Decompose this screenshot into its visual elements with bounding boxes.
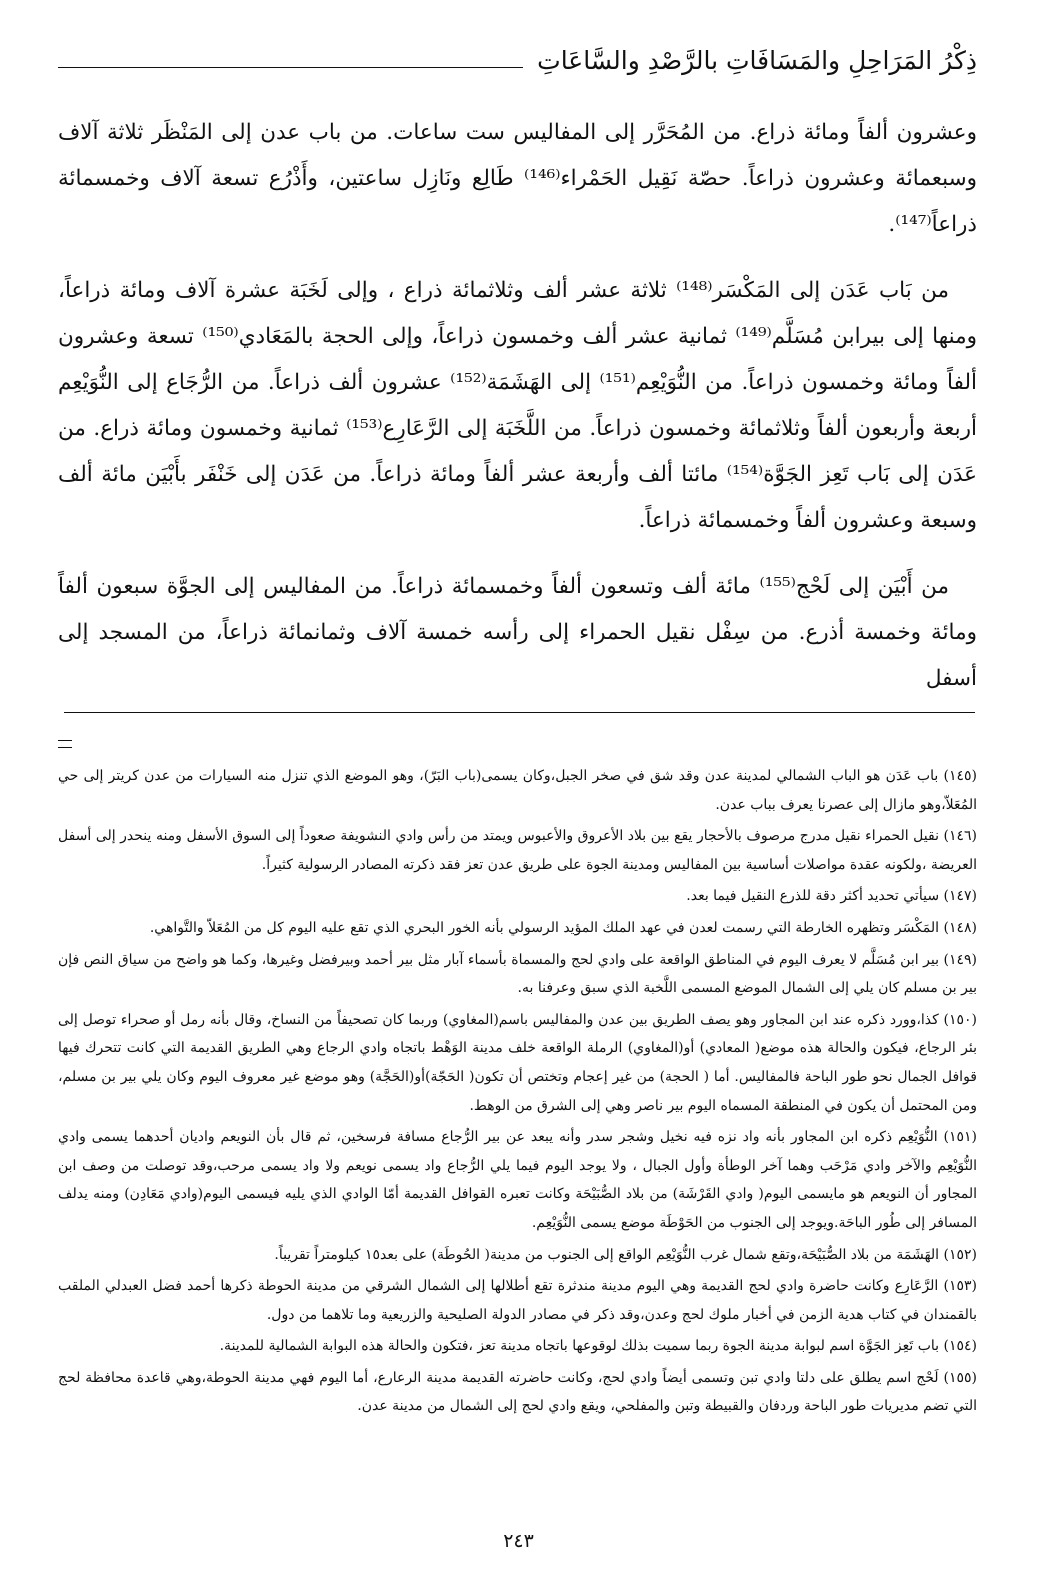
- footnote: (١٤٩) بير ابن مُسَلَّم لا يعرف اليوم في المناطق الواقعة على وادي لحج والمسماة بأسماء آبار مثل بير أحمد وبيرفضل وغيرها، وكما هو واضح من سياق النص فإن بير بن مسلم كان يلي إلى الشمال الموضع المسمى اللَّخبة الذي سبق وعرفنا به.: [58, 951, 977, 997]
- footnote: (١٥٠) كذا،وورد ذكره عند ابن المجاور وهو يصف الطريق بين عدن والمفاليس باسم(المغاوي) وربما كان تصحيفاً من النساخ، وقال بأنه رمل أو صحراء توصل إلى بئر الرجاع، فيكون والحالة هذه موضع( المعادي) أو(المغاوي) الرملة الواقعة خلف مدينة الوَهْط باتجاه وادي الرجاع وهي الطريق القديمة التي كانت تتحرك فيها قوافل الجمال نحو طور الباحة فالمفاليس. أما ( الحجة) من غير إعجام وتختص أن تكون( الحَجّة)أو(الحَجَّة) وهو موضع غير معروف اليوم وكان يلي بير بن مسلم، ومن المحتمل أن يكون في المنطقة المسماه اليوم بير ناصر وهي إلى الشرق من الوهط.: [58, 1011, 977, 1114]
- page-number: ٢٤٣: [503, 1530, 534, 1552]
- main-text: [58, 110, 977, 722]
- footnote: (١٤٨) المَكْسَر وتظهره الخارطة التي رسمت لعدن في عهد الملك المؤيد الرسولي بأنه الخور البحري الذي تقع عليه اليوم كل من المُعَلاّ والتَّواهي.: [149, 919, 977, 936]
- separator-mark: [58, 740, 72, 748]
- footnote: (١٤٧) سيأتي تحديد أكثر دقة للذرع النقيل فيما بعد.: [686, 888, 977, 905]
- footnotes: [58, 762, 977, 1424]
- footnote: (١٤٦) نقيل الحمراء نقيل مدرج مرصوف بالأحجار يقع بين بلاد الأعروق والأعبوس ويمتد من رأس وادي النشويفة صعوداً إلى السوق الأسفل ومنه ينحدر إلى أسفل العريضة ،ولكونه عقدة مواصلات أساسية بين المفاليس ومدينة الجوة على طريق عدن تعز فقد ذكرته المصادر الرسولية كثيراً.: [58, 828, 977, 873]
- footnote: (١٤٥) باب عَدَن هو الباب الشمالي لمدينة عدن وقد شق في صخر الجبل،وكان يسمى(باب البَرّ)، وهو الموضع الذي تنزل منه السيارات من عدن كريتر إلى حي المُعَلاّ،وهو مازال إلى عصرنا يعرف بباب عدن.: [58, 768, 977, 813]
- footnote: (١٥٢) الهَشَمَة من بلاد الصُّبَيْحَة،وتقع شمال غرب النُّوَيْعِم الواقع إلى الجنوب من مدينة( الحُوطَة) على بعد١٥ كيلومتراً تقريباً.: [274, 1246, 977, 1263]
- footnote: (١٥٣) الرَّعَارِع وكانت حاضرة وادي لحج القديمة وهي اليوم مدينة مندثرة تقع أطلالها إلى الشمال الشرقي من مدينة الحوطة ذكرها أحمد فضل العبدلي الملقب بالقمندان في كتاب هدية الزمن في أخبار ملوك لحج وعدن،وقد ذكر في مصادر الدولة الصليحية والزريعية وما تلاهما من دول.: [58, 1278, 977, 1323]
- footnote: (١٥٥) لَحْج اسم يطلق على دلتا وادي تبن وتسمى أيضاً وادي لحج، وكانت حاضرته القديمة مدينة الرعارع، أما اليوم فهي مدينة الحوطة،وهي قاعدة محافظة لحج التي تضم مديريات طور الباحة وردفان والقبيطة وتبن والمفلحي، ويقع وادي لحج إلى الشمال من مدينة عدن.: [58, 1369, 977, 1415]
- paragraph: من أَبْيَن إلى لَحْج⁽¹⁵⁵⁾ مائة ألف وتسعون ألفاً وخمسمائة ذراعاً. من المفاليس إلى الجوَّة سبعون ألفاً ومائة وخمسة أذرع. من سِفْل نقيل الحمراء إلى رأسه خمسة آلاف وثمانمائة ذراعاً، من المسجد إلى أسفل: [58, 574, 977, 691]
- footnote: (١٥١) النُّوَيْعِم ذكره ابن المجاور بأنه واد نزه فيه نخيل وشجر سدر وأنه يبعد عن بير الرُّجاع مسافة فرسخين، ثم قال بأن النويعم واديان أحدهما يسمى وادي النُّوَيْعِم والآخر وادي مَرْحَب وهما آخر الوطأة وأول الجبال ، ولا يوجد اليوم فيما يلي الرُّجاع واد يسمى نويعم ولا واد يسمى مرحب،وقد توصلت من وصف ابن المجاور أن النويعم هو مايسمى اليوم( وادي القَرْشَة) من بلاد الصُّبَيْحَة وكانت تعبره القوافل القديمة أمّا الوادي الذي يليه فيسمى اليوم(وادي مَعَادِن) ومنه يدلف المسافر إلى طُور الباحَة.ويوجد إلى الجنوب من الحَوْطَة موضع يسمى النُّوَيْعِم.: [58, 1129, 977, 1231]
- footnote-separator: [64, 712, 975, 713]
- paragraph: من بَاب عَدَن إلى المَكْسَر⁽¹⁴⁸⁾ ثلاثة عشر ألف وثلاثمائة ذراع ، وإلى لَخَبَة عشرة آلاف ومائة ذراعاً، ومنها إلى بيرابن مُسَلَّم⁽¹⁴⁹⁾ ثمانية عشر ألف وخمسون ذراعاً، وإلى الحجة بالمَعَادي⁽¹⁵⁰⁾ تسعة وعشرون ألفاً ومائة وخمسون ذراعاً. من النُّوَيْعِم⁽¹⁵¹⁾ إلى الهَشَمَة⁽¹⁵²⁾ عشرون ألف ذراعاً. من الرُّجَاع إلى النُّوَيْعِم أربعة وأربعون ألفاً وثلاثمائة وخمسون ذراعاً. من اللَّخَبَة إلى الرَّعَارِع⁽¹⁵³⁾ ثمانية وخمسون ومائة ذراع. من عَدَن إلى بَاب تَعِز الجَوَّة⁽¹⁵⁴⁾ مائتا ألف وأربعة عشر ألفاً ومائة ذراعاً. من عَدَن إلى خَنْفَر بأَبْيَن مائة ألف وسبعة وعشرون ألفاً وخمسمائة ذراعاً.: [58, 278, 978, 533]
- header-title: ذِكْرُ المَرَاحِلِ والمَسَافَاتِ بالرَّصْدِ والسَّاعَاتِ: [537, 45, 977, 75]
- footnote: (١٥٤) باب تَعِز الجَوَّة اسم لبوابة مدينة الجوة ربما سميت بذلك لوقوعها باتجاه مدينة تعز ،فتكون والحالة هذه البوابة الشمالية للمدينة.: [219, 1338, 977, 1355]
- running-header: [58, 38, 977, 82]
- paragraph: وعشرون ألفاً ومائة ذراع. من المُحَرَّر إلى المفاليس ست ساعات. من باب عدن إلى المَنْظَر ثلاثة آلاف وسبعمائة وعشرون ذراعاً. حصّة نَقِيل الحَمْراء⁽¹⁴⁶⁾ طَالِع ونَازِل ساعتين، وأَذْرُع تسعة آلاف وخمسمائة ذراعاً⁽¹⁴⁷⁾.: [58, 120, 978, 237]
- header-rule: [58, 67, 523, 68]
